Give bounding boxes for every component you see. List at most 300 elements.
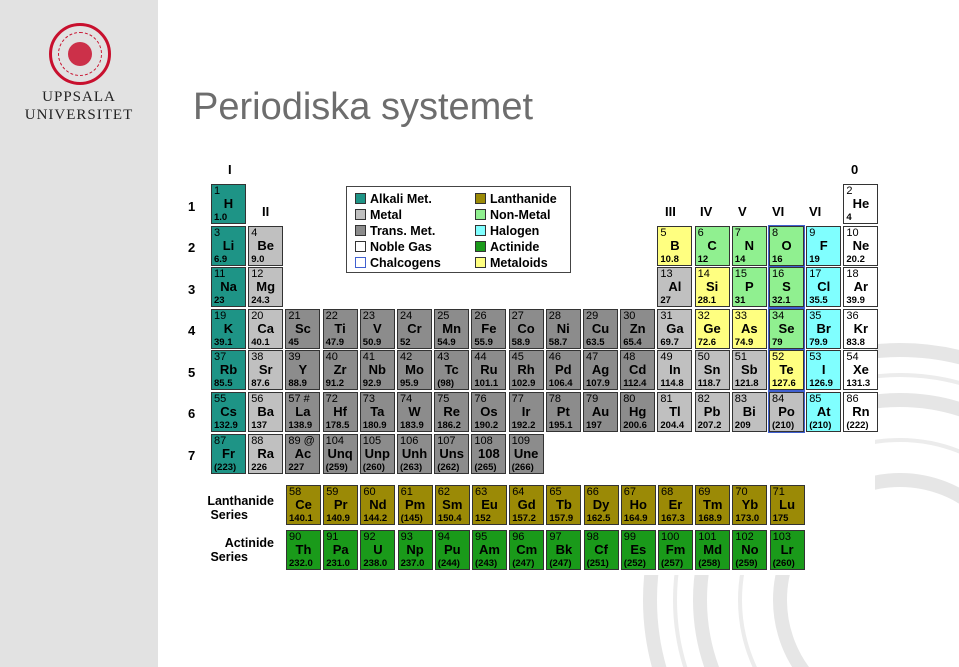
element-number: 38: [251, 351, 264, 364]
legend-swatch: [355, 257, 366, 268]
element-mass: 95.9: [400, 378, 419, 390]
element-mass: 162.5: [586, 513, 611, 524]
element-symbol: Pa: [332, 542, 349, 557]
element-mass: 157.2: [512, 513, 536, 524]
element-number: 62: [437, 486, 451, 498]
element-mass: 121.8: [734, 378, 759, 390]
element-symbol: H: [223, 196, 234, 211]
element-number: 66: [586, 486, 599, 498]
element-symbol: Fr: [222, 445, 235, 461]
element-number: 105: [362, 434, 382, 447]
element-symbol: Xe: [852, 362, 869, 378]
element-cell-kr: [843, 309, 878, 349]
legend-item-actinide: [475, 240, 539, 254]
element-symbol: Rn: [852, 404, 870, 419]
element-symbol: Cl: [817, 279, 831, 295]
element-number: 32: [697, 309, 710, 322]
element-cell-h: [211, 184, 246, 224]
element-cell-as: [732, 309, 767, 349]
element-symbol: Pt: [556, 404, 570, 419]
element-cell-unp: [360, 434, 395, 474]
element-number: 64: [512, 486, 525, 498]
element-symbol: Co: [517, 320, 535, 336]
element-symbol: 108: [478, 445, 500, 461]
element-number: 76: [474, 393, 487, 405]
element-cell-os: [471, 392, 506, 432]
element-cell-te: [769, 350, 804, 390]
element-number: 39: [288, 351, 301, 364]
actinide-cell-th: [286, 530, 321, 570]
element-mass: 207.2: [697, 420, 722, 431]
element-mass: 226: [251, 461, 268, 473]
element-number: 74: [400, 393, 413, 405]
legend-item-metaloids: [475, 256, 548, 270]
actinide-series-label: [182, 536, 274, 564]
element-symbol: Se: [778, 320, 795, 336]
element-mass: 58.9: [511, 336, 531, 348]
element-number: 109: [511, 434, 530, 447]
element-cell-ru: [471, 350, 506, 390]
period-label-4: 4: [188, 323, 196, 338]
element-symbol: Bi: [742, 404, 756, 419]
element-mass: 232.0: [289, 558, 313, 569]
element-cell-pt: [546, 392, 581, 432]
element-mass: 16: [772, 253, 783, 265]
element-mass: 65.4: [623, 336, 642, 348]
element-cell-y: [285, 350, 320, 390]
element-mass: 178.5: [325, 420, 350, 431]
lanthanide-cell-yb: [732, 485, 767, 525]
element-symbol: Pr: [333, 497, 348, 512]
element-cell-w: [397, 392, 432, 432]
element-cell-re: [434, 392, 469, 432]
element-symbol: Ni: [556, 320, 570, 336]
element-cell-fe: [471, 309, 506, 349]
element-mass: 114.8: [660, 378, 684, 390]
element-number: 98: [586, 531, 599, 543]
legend-item-lanthanide: [475, 192, 557, 206]
element-symbol: Es: [630, 542, 647, 557]
element-symbol: Ta: [370, 404, 385, 419]
element-symbol: No: [741, 542, 759, 557]
element-cell-he: [843, 184, 878, 224]
element-symbol: Tm: [702, 497, 723, 512]
element-cell-co: [509, 309, 544, 349]
element-mass: 140.9: [326, 513, 350, 524]
element-number: 8: [772, 226, 779, 239]
element-cell-f: [806, 226, 841, 266]
element-symbol: Am: [479, 542, 500, 557]
element-mass: 157.9: [549, 513, 574, 524]
element-mass: 195.1: [548, 420, 573, 431]
element-symbol: Na: [220, 279, 237, 295]
element-symbol: Ga: [666, 320, 684, 336]
legend-swatch: [475, 225, 486, 236]
element-mass: 152: [475, 513, 491, 524]
element-number: 5: [660, 226, 667, 239]
element-symbol: Nd: [369, 497, 387, 512]
element-number: 26: [474, 309, 487, 322]
lanthanide-series-label: [182, 494, 274, 522]
element-number: 10: [846, 226, 859, 239]
element-mass: (259): [735, 558, 758, 569]
element-cell-in: [657, 350, 692, 390]
element-cell-mg: [248, 267, 283, 307]
element-symbol: As: [740, 320, 758, 336]
element-cell-rh: [509, 350, 544, 390]
lanthanide-cell-nd: [360, 485, 395, 525]
element-symbol: Lu: [779, 497, 796, 512]
element-cell-ti: [323, 309, 358, 349]
lanthanide-cell-lu: [770, 485, 805, 525]
element-mass: 200.6: [623, 420, 647, 431]
element-mass: 31: [734, 295, 746, 307]
element-mass: (210): [772, 420, 795, 431]
element-number: 65: [549, 486, 562, 498]
element-symbol: Bk: [555, 542, 573, 557]
element-number: 50: [697, 351, 710, 364]
element-symbol: Be: [257, 237, 274, 253]
element-mass: 12: [697, 253, 709, 265]
element-symbol: Fe: [481, 320, 497, 336]
element-mass: (244): [437, 558, 460, 569]
element-mass: 58.7: [548, 336, 568, 348]
element-symbol: Nb: [368, 362, 386, 378]
legend-swatch: [355, 193, 366, 204]
element-mass: 63.5: [586, 336, 605, 348]
element-number: 78: [548, 393, 562, 405]
actinide-cell-bk: [546, 530, 581, 570]
element-cell-cu: [583, 309, 618, 349]
element-mass: 101.1: [474, 378, 499, 390]
element-number: 4: [251, 226, 258, 239]
sidebar: [0, 0, 158, 667]
element-mass: 137: [251, 420, 268, 431]
element-symbol: Po: [778, 404, 795, 419]
element-symbol: Ra: [257, 445, 274, 461]
element-number: 58: [289, 486, 302, 498]
element-mass: 39.9: [846, 295, 865, 307]
element-mass: 132.9: [214, 420, 238, 431]
element-cell-si: [695, 267, 730, 307]
element-number: 17: [809, 268, 822, 281]
lanthanide-cell-sm: [435, 485, 470, 525]
element-number: 23: [362, 309, 376, 322]
element-symbol: Si: [705, 279, 719, 295]
element-symbol: Unq: [327, 445, 353, 461]
element-cell-tc: [434, 350, 469, 390]
element-symbol: Md: [703, 542, 723, 557]
element-symbol: Sb: [740, 362, 758, 378]
logo-line-2: UNIVERSITET: [24, 107, 134, 123]
element-symbol: Une: [513, 445, 539, 461]
element-mass: 190.2: [474, 420, 499, 431]
element-mass: 55.9: [474, 336, 493, 348]
element-number: 61: [400, 486, 413, 498]
lanthanide-cell-ce: [286, 485, 321, 525]
element-mass: 72.6: [697, 336, 717, 348]
element-cell-cs: [211, 392, 246, 432]
legend-swatch: [475, 241, 486, 252]
element-symbol: Te: [779, 362, 794, 378]
element-number: 89 @: [288, 434, 315, 447]
element-symbol: U: [373, 542, 383, 557]
element-symbol: Tl: [669, 404, 681, 419]
element-cell-une: [509, 434, 544, 474]
legend-label: Noble Gas: [370, 240, 432, 254]
element-number: 24: [400, 309, 413, 322]
element-number: 101: [698, 531, 717, 543]
element-cell-tl: [657, 392, 692, 432]
element-mass: (247): [549, 558, 572, 569]
element-mass: (265): [474, 461, 497, 473]
group-label-3: III: [665, 204, 676, 219]
element-number: 92: [363, 531, 376, 543]
element-mass: (260): [362, 461, 385, 473]
element-number: 79: [586, 393, 599, 405]
element-number: 37: [214, 351, 227, 364]
element-mass: 144.2: [363, 513, 388, 524]
element-number: 11: [214, 268, 226, 281]
lanthanide-cell-dy: [584, 485, 619, 525]
legend-item-nonmetal: [475, 208, 550, 222]
actinide-cell-np: [398, 530, 433, 570]
period-label-2: 2: [188, 240, 196, 255]
element-mass: 92.9: [362, 378, 382, 390]
element-symbol: B: [670, 237, 680, 253]
lanthanide-cell-eu: [472, 485, 507, 525]
element-symbol: Au: [591, 404, 610, 419]
element-mass: (222): [846, 420, 869, 431]
element-symbol: Al: [668, 279, 682, 295]
element-symbol: Hg: [629, 404, 647, 419]
element-number: 102: [735, 531, 754, 543]
element-mass: 24.3: [251, 295, 270, 307]
element-cell-sr: [248, 350, 283, 390]
element-number: 48: [623, 351, 636, 364]
actinide-cell-cf: [584, 530, 619, 570]
element-cell-uns: [434, 434, 469, 474]
element-mass: 168.9: [698, 513, 722, 524]
element-symbol: Dy: [592, 497, 610, 512]
logo-line-1: UPPSALA: [42, 89, 116, 105]
element-number: 20: [251, 309, 264, 322]
element-cell-fr: [211, 434, 246, 474]
legend-item-halogen: [475, 224, 539, 238]
element-number: 19: [214, 309, 227, 322]
element-mass: 23: [214, 295, 225, 307]
element-number: 59: [326, 486, 339, 498]
element-number: 2: [846, 185, 853, 197]
element-cell-hg: [620, 392, 655, 432]
element-symbol: Ge: [703, 320, 721, 336]
element-cell-al: [657, 267, 692, 307]
element-symbol: S: [782, 279, 791, 295]
element-number: 21: [288, 309, 301, 322]
element-cell-b: [657, 226, 692, 266]
lanthanide-cell-pm: [398, 485, 433, 525]
element-symbol: Ac: [294, 445, 312, 461]
element-symbol: La: [295, 404, 311, 419]
university-logo-text: [0, 88, 158, 124]
period-label-7: 7: [188, 448, 196, 463]
group-label-6: VI: [772, 204, 785, 219]
element-number: 12: [251, 268, 264, 281]
element-number: 9: [809, 226, 816, 239]
element-mass: (243): [475, 558, 498, 569]
element-symbol: Pd: [554, 362, 572, 378]
element-symbol: Re: [443, 404, 460, 419]
lanthanide-cell-ho: [621, 485, 656, 525]
element-mass: 79: [772, 336, 783, 348]
element-mass: 9.0: [251, 253, 265, 265]
element-symbol: Pm: [404, 497, 426, 512]
element-symbol: Li: [222, 237, 235, 253]
element-number: 18: [846, 268, 859, 281]
actinide-cell-am: [472, 530, 507, 570]
element-mass: 140.1: [289, 513, 313, 524]
lanthanide-label-line-2: Series: [210, 508, 248, 522]
element-symbol: Ti: [334, 320, 346, 336]
element-mass: 112.4: [623, 378, 647, 390]
element-cell-be: [248, 226, 283, 266]
element-symbol: Ag: [591, 362, 610, 378]
element-legend: [346, 186, 571, 273]
element-number: 46: [548, 351, 562, 364]
element-number: 86: [846, 393, 859, 405]
legend-label: Actinide: [490, 240, 540, 254]
element-mass: 167.3: [661, 513, 685, 524]
element-number: 81: [660, 393, 673, 405]
element-number: 47: [586, 351, 599, 364]
group-label-7: VI: [809, 204, 822, 219]
element-mass: 83.8: [846, 336, 865, 348]
element-symbol: Mo: [405, 362, 424, 378]
element-mass: 138.9: [288, 420, 313, 431]
element-mass: 85.5: [214, 378, 233, 390]
element-cell-unq: [323, 434, 358, 474]
element-number: 42: [400, 351, 413, 364]
element-number: 22: [325, 309, 338, 322]
element-number: 31: [660, 309, 673, 322]
lanthanide-label-line-1: Lanthanide: [207, 494, 274, 508]
element-cell-ca: [248, 309, 283, 349]
element-mass: 69.7: [660, 336, 679, 348]
element-mass: 32.1: [772, 295, 791, 307]
lanthanide-cell-tb: [546, 485, 581, 525]
element-mass: 27: [660, 295, 671, 307]
element-mass: (263): [400, 461, 423, 473]
legend-swatch: [355, 241, 366, 252]
element-symbol: Hf: [333, 404, 347, 419]
element-symbol: K: [223, 320, 234, 336]
element-number: 93: [400, 531, 413, 543]
element-mass: (223): [214, 461, 237, 473]
element-symbol: In: [669, 362, 681, 378]
element-number: 71: [772, 486, 785, 498]
element-number: 106: [400, 434, 419, 447]
legend-label: Non-Metal: [490, 208, 551, 222]
element-cell-br: [806, 309, 841, 349]
element-cell-c: [695, 226, 730, 266]
element-mass: 150.4: [437, 513, 462, 524]
element-symbol: Cd: [629, 362, 647, 378]
element-symbol: Pb: [703, 404, 721, 419]
element-mass: 39.1: [214, 336, 233, 348]
element-mass: 173.0: [735, 513, 760, 524]
element-symbol: Th: [295, 542, 312, 557]
element-number: 41: [362, 351, 376, 364]
element-number: 6: [697, 226, 704, 239]
element-symbol: C: [707, 237, 717, 253]
legend-swatch: [355, 209, 366, 220]
element-mass: 197: [586, 420, 602, 431]
group-label-1: I: [228, 162, 232, 177]
element-symbol: Cr: [407, 320, 422, 336]
element-symbol: Sm: [442, 497, 463, 512]
element-mass: 20.2: [846, 253, 865, 265]
element-symbol: Lr: [780, 542, 794, 557]
element-mass: 231.0: [326, 558, 350, 569]
element-number: 33: [734, 309, 748, 322]
element-number: 14: [697, 268, 710, 281]
legend-label: Metal: [370, 208, 402, 222]
element-symbol: Cf: [594, 542, 608, 557]
actinide-cell-no: [732, 530, 767, 570]
element-symbol: Sr: [258, 362, 273, 378]
element-cell-hf: [323, 392, 358, 432]
element-number: 60: [363, 486, 376, 498]
element-symbol: Ho: [629, 497, 647, 512]
element-number: 90: [289, 531, 302, 543]
element-cell-pb: [695, 392, 730, 432]
group-label-4: IV: [700, 204, 713, 219]
element-number: 51: [734, 351, 748, 364]
element-number: 45: [511, 351, 524, 364]
element-number: 107: [437, 434, 456, 447]
element-cell-i: [806, 350, 841, 390]
element-mass: 106.4: [548, 378, 573, 390]
element-mass: 175: [772, 513, 789, 524]
element-mass: 79.9: [809, 336, 828, 348]
element-symbol: Np: [406, 542, 424, 557]
element-symbol: He: [852, 196, 870, 211]
element-mass: 164.9: [623, 513, 648, 524]
element-symbol: Ne: [852, 237, 870, 253]
element-symbol: V: [372, 320, 382, 336]
element-cell-p: [732, 267, 767, 307]
legend-label: Halogen: [490, 224, 540, 238]
element-cell-ni: [546, 309, 581, 349]
element-symbol: Unh: [401, 445, 428, 461]
element-number: 44: [474, 351, 487, 364]
element-cell-na: [211, 267, 246, 307]
lanthanide-cell-er: [658, 485, 693, 525]
element-mass: 183.9: [400, 420, 424, 431]
legend-item-noble: [355, 240, 432, 254]
element-number: 96: [512, 531, 525, 543]
element-symbol: Uns: [439, 445, 464, 461]
element-cell-rn: [843, 392, 878, 432]
element-cell-ta: [360, 392, 395, 432]
element-number: 85: [809, 393, 822, 405]
element-mass: 14: [734, 253, 746, 265]
university-seal-icon: [49, 23, 111, 85]
element-cell-pd: [546, 350, 581, 390]
element-symbol: Zn: [629, 320, 646, 336]
element-symbol: Er: [668, 497, 683, 512]
legend-label: Alkali Met.: [370, 192, 432, 206]
